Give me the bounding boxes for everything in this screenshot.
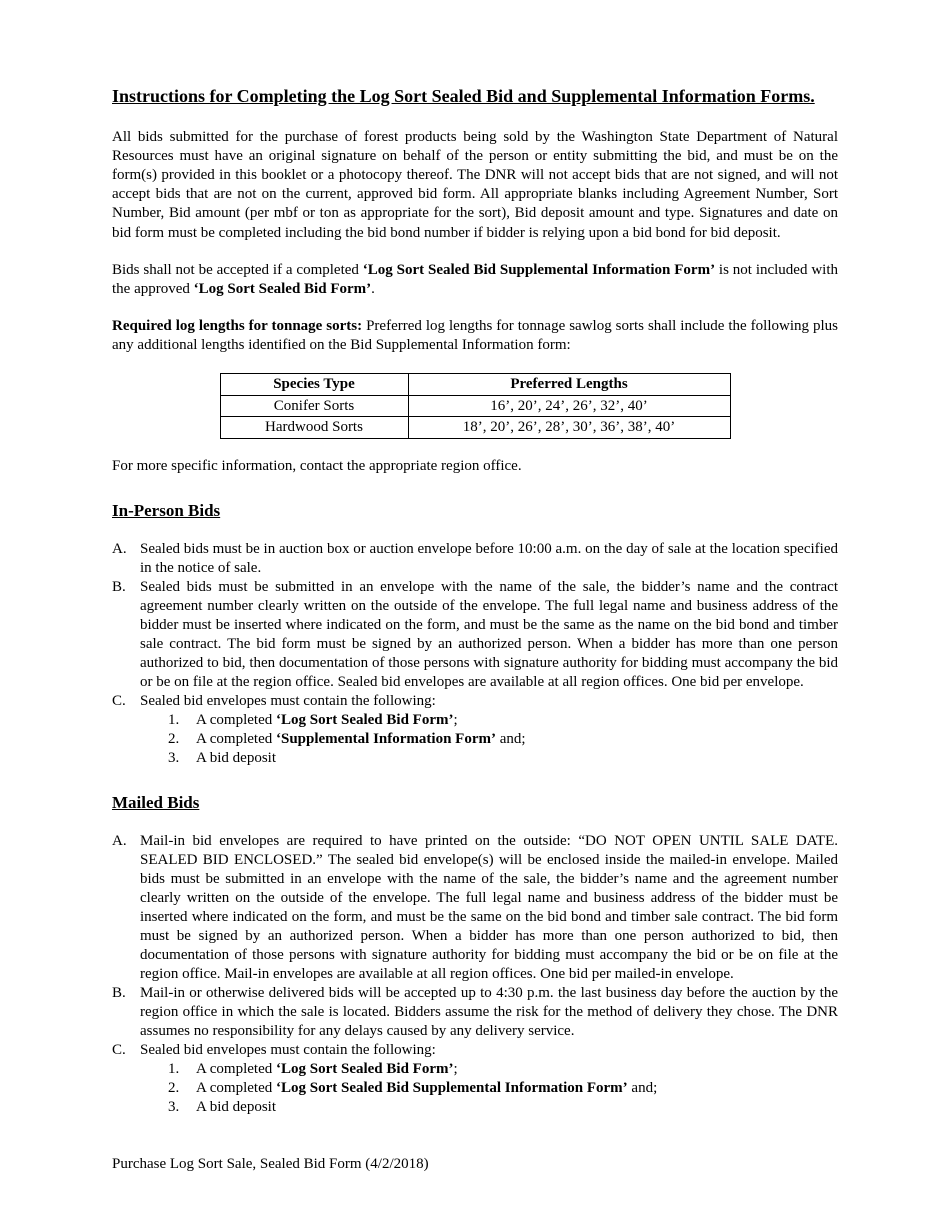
in-person-sub-list xyxy=(168,711,838,768)
list-item-label: A. xyxy=(112,540,127,557)
mailed-list xyxy=(112,832,838,1118)
sub-item-post: ; xyxy=(453,1061,458,1078)
list-item-b xyxy=(112,984,838,1041)
sub-item-label: 2. xyxy=(168,731,180,748)
table-row xyxy=(220,417,730,439)
sub-item-label: 3. xyxy=(168,750,180,767)
form-name: ‘Log Sort Sealed Bid Supplemental Information Form’ xyxy=(275,1080,628,1097)
supplemental-form-name: ‘Log Sort Sealed Bid Supplemental Information Form’ xyxy=(362,261,716,278)
list-item-text: Sealed bids must be in auction box or auction envelope before 10:00 a.m. on the day of sale at the location specified in the notice of sale. xyxy=(140,540,838,576)
sub-item-post: ; xyxy=(453,712,458,729)
form-name: ‘Supplemental Information Form’ xyxy=(275,731,496,748)
sub-item-pre: A bid deposit xyxy=(196,1099,277,1116)
supplemental-note-text: is not included with the approved xyxy=(112,261,838,297)
sub-item-text xyxy=(196,711,838,730)
list-item-label: A. xyxy=(112,832,127,849)
list-item-a xyxy=(112,832,838,984)
form-name: ‘Log Sort Sealed Bid Form’ xyxy=(275,712,454,729)
log-lengths-text: Preferred log lengths for tonnage sawlog sorts shall include the following plus any additional lengths identified on the Bid Supplemental Information form: xyxy=(112,317,838,353)
log-lengths-paragraph xyxy=(112,317,838,355)
supplemental-requirement-paragraph xyxy=(112,261,838,299)
mailed-sub-list xyxy=(168,1060,838,1117)
supplemental-note-text: . xyxy=(371,280,375,297)
list-item-label: C. xyxy=(112,1042,126,1059)
sub-list-item-3 xyxy=(168,1098,838,1117)
list-item-c xyxy=(112,692,838,711)
sub-item-pre: A completed xyxy=(196,1061,276,1078)
sub-list-item-3 xyxy=(168,749,838,768)
list-item-label: C. xyxy=(112,693,126,710)
lengths-cell: 18’, 20’, 26’, 28’, 30’, 36’, 38’, 40’ xyxy=(408,417,730,439)
bid-form-name: ‘Log Sort Sealed Bid Form’ xyxy=(193,280,372,297)
sub-item-label: 1. xyxy=(168,1061,180,1078)
list-item-text: Sealed bid envelopes must contain the following: xyxy=(140,1042,436,1059)
list-item-text: Sealed bid envelopes must contain the following: xyxy=(140,693,436,710)
sub-item-text xyxy=(196,1098,838,1117)
list-item-text: Mail-in bid envelopes are required to have printed on the outside: “DO NOT OPEN UNTIL SALE DATE. SEALED BID ENCLOSED.” The sealed bid envelope(s) will be enclosed inside the mailed-in envelope. Mailed bids must be submitted in an envelope with the name of the sale, the bidder’s name and the agreement number clearly written on the outside of the envelope. The full legal name and business address of the bidder must be inserted where indicated on the form, and must be the same on the bid bond and timber sale contract. The bid form must be signed by an authorized person. When a bidder has more than one person authorized to bid, then documentation of those persons with signature authority for bidding must accompany the bid or be on file at the region office. Mail-in envelopes are available at all region offices. One bid per mailed-in envelope. xyxy=(140,832,838,983)
sub-item-text xyxy=(196,1060,838,1079)
preferred-lengths-header: Preferred Lengths xyxy=(408,373,730,395)
table-row xyxy=(220,395,730,417)
document-footer: Purchase Log Sort Sale, Sealed Bid Form (4/2/2018) xyxy=(112,1155,429,1172)
form-name: ‘Log Sort Sealed Bid Form’ xyxy=(275,1061,454,1078)
list-item-label: B. xyxy=(112,985,126,1002)
species-type-header: Species Type xyxy=(220,373,408,395)
sub-item-label: 1. xyxy=(168,712,180,729)
species-cell: Conifer Sorts xyxy=(220,395,408,417)
sub-list-item-1 xyxy=(168,711,838,730)
log-lengths-lead: Required log lengths for tonnage sorts: xyxy=(112,317,363,334)
preferred-lengths-table xyxy=(220,373,731,439)
list-item-c xyxy=(112,1041,838,1060)
sub-item-post: and; xyxy=(627,1080,658,1097)
list-item-a xyxy=(112,540,838,578)
sub-item-text xyxy=(196,730,838,749)
sub-item-label: 2. xyxy=(168,1080,180,1097)
sub-item-text xyxy=(196,1079,838,1098)
document-title: Instructions for Completing the Log Sort Sealed Bid and Supplemental Information Forms. xyxy=(112,86,815,106)
lengths-cell: 16’, 20’, 24’, 26’, 32’, 40’ xyxy=(408,395,730,417)
sub-item-pre: A completed xyxy=(196,712,276,729)
list-item-text: Sealed bids must be submitted in an envelope with the name of the sale, the bidder’s name and the contract agreement number clearly written on the outside of the envelope. The full legal name and business address of the bidder must be inserted where indicated on the form, and must be the same as the name on the bid bond and timber sale contract. The bid form must be signed by an authorized person. When a bidder has more than one person authorized to bid, then documentation of those persons with signature authority for bidding must accompany the bid or be on file at the region office. Sealed bid envelopes are available at all region offices. One bid per envelope. xyxy=(140,578,838,690)
species-cell: Hardwood Sorts xyxy=(220,417,408,439)
sub-item-post: and; xyxy=(495,731,526,748)
sub-item-label: 3. xyxy=(168,1099,180,1116)
sub-item-text xyxy=(196,749,838,768)
list-item-label: B. xyxy=(112,578,126,595)
supplemental-note-text: Bids shall not be accepted if a completed xyxy=(112,261,363,278)
sub-list-item-2 xyxy=(168,730,838,749)
intro-paragraph: All bids submitted for the purchase of forest products being sold by the Washington State Department of Natural Resources must have an original signature on behalf of the person or entity submitting the bid, and must be on the form(s) provided in this booklet or a photocopy thereof. The DNR will not accept bids that are not signed, and will not accept bids that are not on the current, approved bid form. All appropriate blanks including Agreement Number, Sort Number, Bid amount (per mbf or ton as appropriate for the sort), Bid deposit amount and type. Signatures and date on bid form must be completed including the bid bond number if bidder is relying upon a bid bond for bid deposit. xyxy=(112,129,838,241)
in-person-bids-heading: In-Person Bids xyxy=(112,501,221,521)
sub-item-pre: A completed xyxy=(196,731,276,748)
list-item-text: Mail-in or otherwise delivered bids will be accepted up to 4:30 p.m. the last business day before the auction by the region office in which the sale is located. Bidders assume the risk for the method of delivery they chose. The DNR assumes no responsibility for any delays caused by any delivery service. xyxy=(140,985,838,1040)
in-person-list xyxy=(112,540,838,769)
sub-list-item-1 xyxy=(168,1060,838,1079)
sub-item-pre: A bid deposit xyxy=(196,750,277,767)
table-header-row xyxy=(220,373,730,395)
list-item-b xyxy=(112,578,838,692)
sub-list-item-2 xyxy=(168,1079,838,1098)
region-office-note: For more specific information, contact the appropriate region office. xyxy=(112,458,522,475)
sub-item-pre: A completed xyxy=(196,1080,276,1097)
mailed-bids-heading: Mailed Bids xyxy=(112,793,200,813)
